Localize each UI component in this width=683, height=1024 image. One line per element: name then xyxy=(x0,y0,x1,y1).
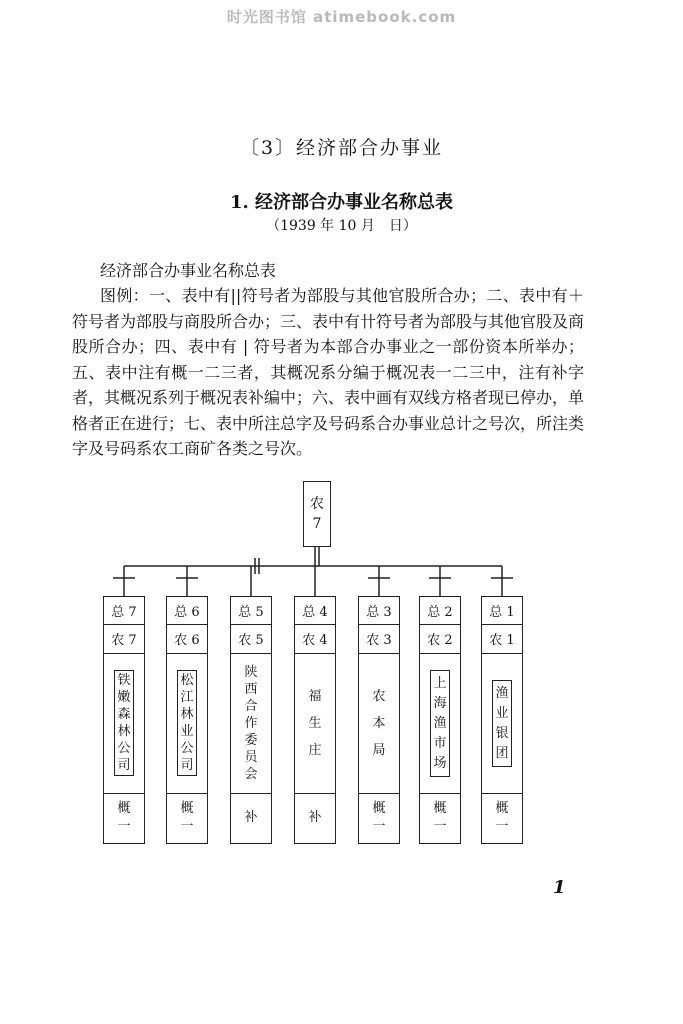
enterprise-column xyxy=(358,596,400,844)
enterprise-name-cell xyxy=(167,653,207,794)
legend-paragraph: 图例：一、表中有||符号者为部股与其他官股所合办；二、表中有＋符号者为部股与商股所合办；三、表中有卄符号者为部股与其他官股及商股所合办；四、表中有 | 符号者为本部合办事业之一部份资本所举办；五、表中注有概一二三者，其概况系分编于概况表一二三中，注有补字者，其概况系列于概况表补编中；六、表中画有双线方格者现已停办，单格者正在进行；七、表中所注总字及号码系合办事业总计之号次，所注类字及号码系农工商矿各类之号次。 xyxy=(72,286,585,458)
enterprise-name-cell xyxy=(359,653,399,794)
chart-root-box xyxy=(303,481,331,547)
section-heading: 〔3〕经济部合办事业 xyxy=(239,137,444,159)
enterprise-name: 上 海 渔 市 场 xyxy=(430,670,449,777)
category-number: 农 1 xyxy=(482,624,522,654)
status-note: 补 xyxy=(244,809,258,825)
enterprise-name: 铁 嫩 森 林 公 司 xyxy=(114,670,133,776)
root-category: 农 xyxy=(310,496,324,512)
enterprise-name-cell xyxy=(482,653,522,794)
enterprise-column xyxy=(230,596,272,844)
intro-line: 经济部合办事业名称总表 xyxy=(100,261,277,280)
status-note: 概 一 xyxy=(372,800,386,834)
enterprise-name: 福 生 庄 xyxy=(308,688,322,758)
total-number: 总 1 xyxy=(482,597,522,625)
enterprise-column xyxy=(103,596,145,844)
total-number: 总 7 xyxy=(104,597,144,625)
category-number: 农 5 xyxy=(231,624,271,654)
status-note: 补 xyxy=(308,809,322,825)
enterprise-name-cell xyxy=(231,653,271,794)
enterprise-name: 渔 业 银 团 xyxy=(492,680,511,767)
enterprise-column xyxy=(481,596,523,844)
enterprise-name: 陕 西 合 作 委 员 会 xyxy=(244,664,258,782)
total-number: 总 5 xyxy=(231,597,271,625)
enterprise-name-cell xyxy=(420,653,460,794)
enterprise-name: 松 江 林 业 公 司 xyxy=(177,670,196,776)
enterprise-column xyxy=(294,596,336,844)
enterprise-name-cell xyxy=(104,653,144,794)
total-number: 总 3 xyxy=(359,597,399,625)
status-note: 概 一 xyxy=(495,800,509,834)
category-number: 农 7 xyxy=(104,624,144,654)
category-number: 农 4 xyxy=(295,624,335,654)
category-number: 农 2 xyxy=(420,624,460,654)
page-number: 1 xyxy=(553,877,566,898)
enterprise-column xyxy=(419,596,461,844)
table-date: （1939 年 10 月 日） xyxy=(266,218,417,234)
category-number: 农 3 xyxy=(359,624,399,654)
category-number: 农 6 xyxy=(167,624,207,654)
root-number: 7 xyxy=(312,516,322,532)
watermark: 时光图书馆 atimebook.com xyxy=(226,8,457,26)
total-number: 总 4 xyxy=(295,597,335,625)
enterprise-name: 农 本 局 xyxy=(372,688,386,758)
status-note: 概 一 xyxy=(117,800,131,834)
status-note: 概 一 xyxy=(180,800,194,834)
status-note: 概 一 xyxy=(433,800,447,834)
total-number: 总 6 xyxy=(167,597,207,625)
enterprise-name-cell xyxy=(295,653,335,794)
enterprise-column xyxy=(166,596,208,844)
table-title: 1. 经济部合办事业名称总表 xyxy=(229,192,454,213)
total-number: 总 2 xyxy=(420,597,460,625)
